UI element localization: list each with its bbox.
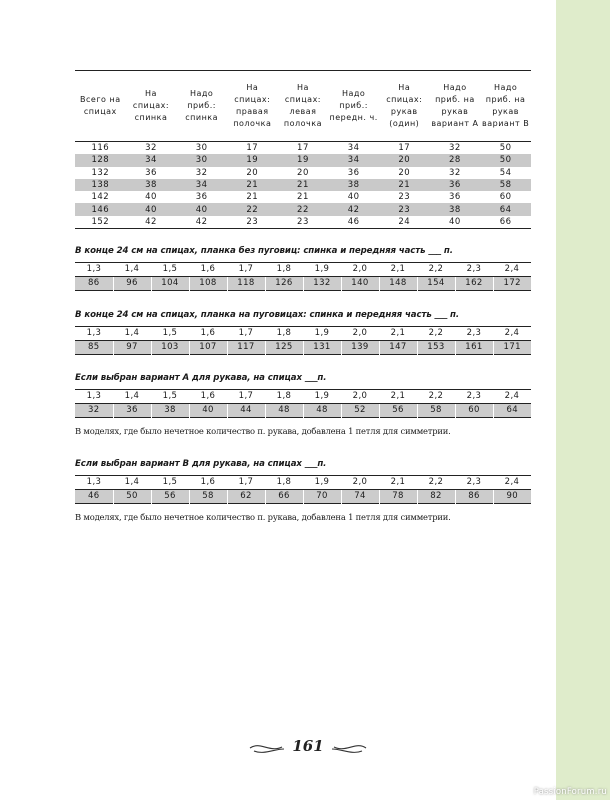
gauge-header-row [75,476,531,490]
column-header: Надо приб. на рукав вариант А [430,71,481,142]
gauge-value: 1,8 [265,390,303,404]
stitch-count: 161 [455,341,493,355]
table-cell: 32 [145,143,157,154]
table-cell: 36 [195,192,208,203]
table-cell: 66 [499,216,512,227]
gauge-value: 2,4 [493,327,531,341]
table-cell: 19 [227,154,278,166]
stitch-count: 131 [303,341,341,355]
gauge-value: 1,8 [265,327,303,341]
gauge-value: 1,5 [151,327,189,341]
table-cell: 17 [297,143,309,154]
gauge-value: 1,8 [265,263,303,277]
stitch-count: 108 [189,277,227,291]
table-cell: 17 [398,143,411,154]
table-cell: 17 [246,143,259,154]
table-row [75,179,531,191]
table-cell: 30 [195,143,208,154]
table-cell: 36 [145,167,157,178]
stitch-count: 82 [417,490,455,504]
stitch-count: 60 [455,404,493,418]
gauge-value: 1,7 [227,390,265,404]
table-cell: 54 [499,167,512,178]
gauge-value: 2,3 [455,263,493,277]
gauge-value: 2,0 [341,327,379,341]
table-cell: 142 [91,192,110,203]
stitch-count: 52 [341,404,379,418]
stitch-count: 58 [189,490,227,504]
gauge-value: 2,0 [341,476,379,490]
gauge-value: 1,9 [303,327,341,341]
gauge-value: 1,9 [303,476,341,490]
gauge-value: 1,6 [189,327,227,341]
table-header-row [75,71,531,142]
table-cell: 32 [449,143,461,154]
stitch-count: 126 [265,277,303,291]
table-cell: 42 [145,216,157,227]
table-cell: 32 [449,167,461,178]
gauge-value: 2,2 [417,327,455,341]
stitch-count: 70 [303,490,341,504]
gauge-value: 1,3 [75,263,113,277]
column-header: На спицах: левая полочка [278,71,329,142]
stitch-count: 32 [75,404,113,418]
stitch-count: 48 [265,404,303,418]
table-cell: 21 [297,192,309,203]
table-cell: 34 [347,143,360,154]
table-cell: 34 [126,154,177,166]
section-note: В моделях, где было нечетное количество п. рукава, добавлена 1 петля для симметрии. [75,512,451,522]
page-content [75,70,531,522]
gauge-value: 2,1 [379,390,417,404]
gauge-value: 1,4 [113,476,151,490]
table-cell: 146 [75,203,126,215]
table-cell: 24 [398,216,411,227]
table-cell: 21 [278,179,329,191]
gauge-table [75,326,531,355]
table-body [75,142,531,229]
gauge-value: 1,7 [227,327,265,341]
stitch-count: 139 [341,341,379,355]
gauge-value: 2,4 [493,263,531,277]
stitch-count: 74 [341,490,379,504]
gauge-value: 1,9 [303,263,341,277]
gauge-value: 2,0 [341,390,379,404]
gauge-section [75,373,531,436]
gauge-header-row [75,327,531,341]
table-cell: 38 [430,203,481,215]
column-header: Надо приб.: передн. ч. [328,71,379,142]
table-cell: 23 [398,192,411,203]
stitch-count: 154 [417,277,455,291]
table-cell: 30 [176,154,227,166]
stitch-count: 62 [227,490,265,504]
section-note: В моделях, где было нечетное количество п. рукава, добавлена 1 петля для симметрии. [75,426,451,436]
stitch-count: 140 [341,277,379,291]
gauge-value: 1,9 [303,390,341,404]
table-cell: 21 [379,179,430,191]
stitch-count-row [75,341,531,355]
stitch-count-row [75,404,531,418]
stitch-count: 56 [379,404,417,418]
table-cell: 20 [398,167,411,178]
gauge-value: 2,4 [493,390,531,404]
gauge-value: 2,1 [379,476,417,490]
gauge-value: 1,6 [189,263,227,277]
gauge-value: 2,2 [417,476,455,490]
side-color-strip [556,0,610,800]
gauge-value: 1,3 [75,327,113,341]
table-cell: 34 [328,154,379,166]
gauge-table [75,262,531,291]
stitch-count: 86 [455,490,493,504]
stitch-count: 125 [265,341,303,355]
stitch-count: 58 [417,404,455,418]
stitch-count: 117 [227,341,265,355]
stitch-count: 103 [151,341,189,355]
stitch-count: 104 [151,277,189,291]
column-header: На спицах: спинка [126,71,177,142]
stitch-count: 36 [113,404,151,418]
gauge-value: 2,3 [455,390,493,404]
table-cell: 23 [297,216,309,227]
gauge-value: 1,7 [227,476,265,490]
gauge-value: 1,8 [265,476,303,490]
gauge-value: 1,7 [227,263,265,277]
table-cell: 116 [91,143,110,154]
stitch-count: 38 [151,404,189,418]
table-cell: 50 [499,143,512,154]
watermark: PassionForum.ru [533,787,607,797]
table-cell: 40 [449,216,461,227]
table-cell: 32 [195,167,208,178]
stitch-count: 96 [113,277,151,291]
gauge-header-row [75,263,531,277]
table-row [75,167,531,179]
stitch-count: 118 [227,277,265,291]
table-row [75,191,531,203]
gauge-value: 2,4 [493,476,531,490]
table-cell: 38 [126,179,177,191]
stitch-count-table [75,70,531,229]
table-cell: 20 [379,154,430,166]
page-footer [248,735,368,759]
stitch-count-row [75,490,531,504]
gauge-value: 1,6 [189,390,227,404]
table-cell: 64 [480,203,531,215]
stitch-count-row [75,277,531,291]
section-heading: В конце 24 см на спицах, планка без пуговиц: спинка и передняя часть ___ п. [75,246,453,256]
gauge-section [75,246,531,291]
stitch-count: 172 [493,277,531,291]
table-cell: 152 [91,216,110,227]
stitch-count: 64 [493,404,531,418]
gauge-value: 1,3 [75,476,113,490]
gauge-value: 2,1 [379,263,417,277]
table-cell: 38 [328,179,379,191]
table-cell: 19 [278,154,329,166]
gauge-section [75,310,531,355]
table-cell: 21 [246,192,259,203]
gauge-value: 2,1 [379,327,417,341]
gauge-table [75,389,531,418]
gauge-value: 1,4 [113,390,151,404]
gauge-section [75,459,531,522]
gauge-table [75,475,531,504]
stitch-count: 40 [189,404,227,418]
table-cell: 58 [480,179,531,191]
table-cell: 60 [499,192,512,203]
table-cell: 36 [347,167,360,178]
gauge-value: 2,0 [341,263,379,277]
table-cell: 36 [449,192,461,203]
table-cell: 28 [430,154,481,166]
table-cell: 23 [379,203,430,215]
table-cell: 40 [126,203,177,215]
table-cell: 20 [297,167,309,178]
stitch-count: 46 [75,490,113,504]
table-cell: 22 [227,203,278,215]
column-header: На спицах: рукав (один) [379,71,430,142]
table-row [75,154,531,166]
table-cell: 20 [246,167,259,178]
section-heading: В конце 24 см на спицах, планка на пуговицах: спинка и передняя часть ___ п. [75,310,460,320]
stitch-count: 147 [379,341,417,355]
stitch-count: 66 [265,490,303,504]
table-cell: 42 [328,203,379,215]
stitch-count: 148 [379,277,417,291]
gauge-value: 1,5 [151,476,189,490]
column-header: Надо приб.: спинка [176,71,227,142]
table-cell: 40 [145,192,157,203]
column-header: Всего на спицах [75,71,126,142]
table-cell: 138 [75,179,126,191]
table-cell: 40 [176,203,227,215]
gauge-value: 1,6 [189,476,227,490]
table-cell: 34 [176,179,227,191]
column-header: Надо приб. на рукав вариант В [480,71,531,142]
table-cell: 21 [227,179,278,191]
table-row [75,216,531,229]
section-heading: Если выбран вариант А для рукава, на спицах ___п. [75,373,327,383]
stitch-count: 153 [417,341,455,355]
stitch-count: 50 [113,490,151,504]
table-cell: 46 [347,216,360,227]
gauge-value: 2,2 [417,263,455,277]
table-row [75,142,531,155]
table-row [75,203,531,215]
table-cell: 50 [480,154,531,166]
table-cell: 22 [278,203,329,215]
gauge-value: 2,3 [455,476,493,490]
stitch-count: 44 [227,404,265,418]
stitch-count: 78 [379,490,417,504]
stitch-count: 107 [189,341,227,355]
gauge-value: 1,5 [151,390,189,404]
gauge-value: 1,4 [113,263,151,277]
gauge-value: 1,3 [75,390,113,404]
table-cell: 40 [347,192,360,203]
table-cell: 36 [430,179,481,191]
gauge-value: 1,4 [113,327,151,341]
stitch-count: 132 [303,277,341,291]
stitch-count: 86 [75,277,113,291]
table-cell: 128 [75,154,126,166]
stitch-count: 48 [303,404,341,418]
column-header: На спицах: правая полочка [227,71,278,142]
table-cell: 132 [91,167,110,178]
gauge-value: 2,3 [455,327,493,341]
table-cell: 23 [246,216,259,227]
gauge-header-row [75,390,531,404]
stitch-count: 97 [113,341,151,355]
stitch-count: 85 [75,341,113,355]
stitch-count: 56 [151,490,189,504]
stitch-count: 171 [493,341,531,355]
gauge-value: 1,5 [151,263,189,277]
page-number: 161 [292,737,324,755]
table-cell: 42 [195,216,208,227]
stitch-count: 90 [493,490,531,504]
section-heading: Если выбран вариант В для рукава, на спицах ___п. [75,459,327,469]
gauge-value: 2,2 [417,390,455,404]
stitch-count: 162 [455,277,493,291]
